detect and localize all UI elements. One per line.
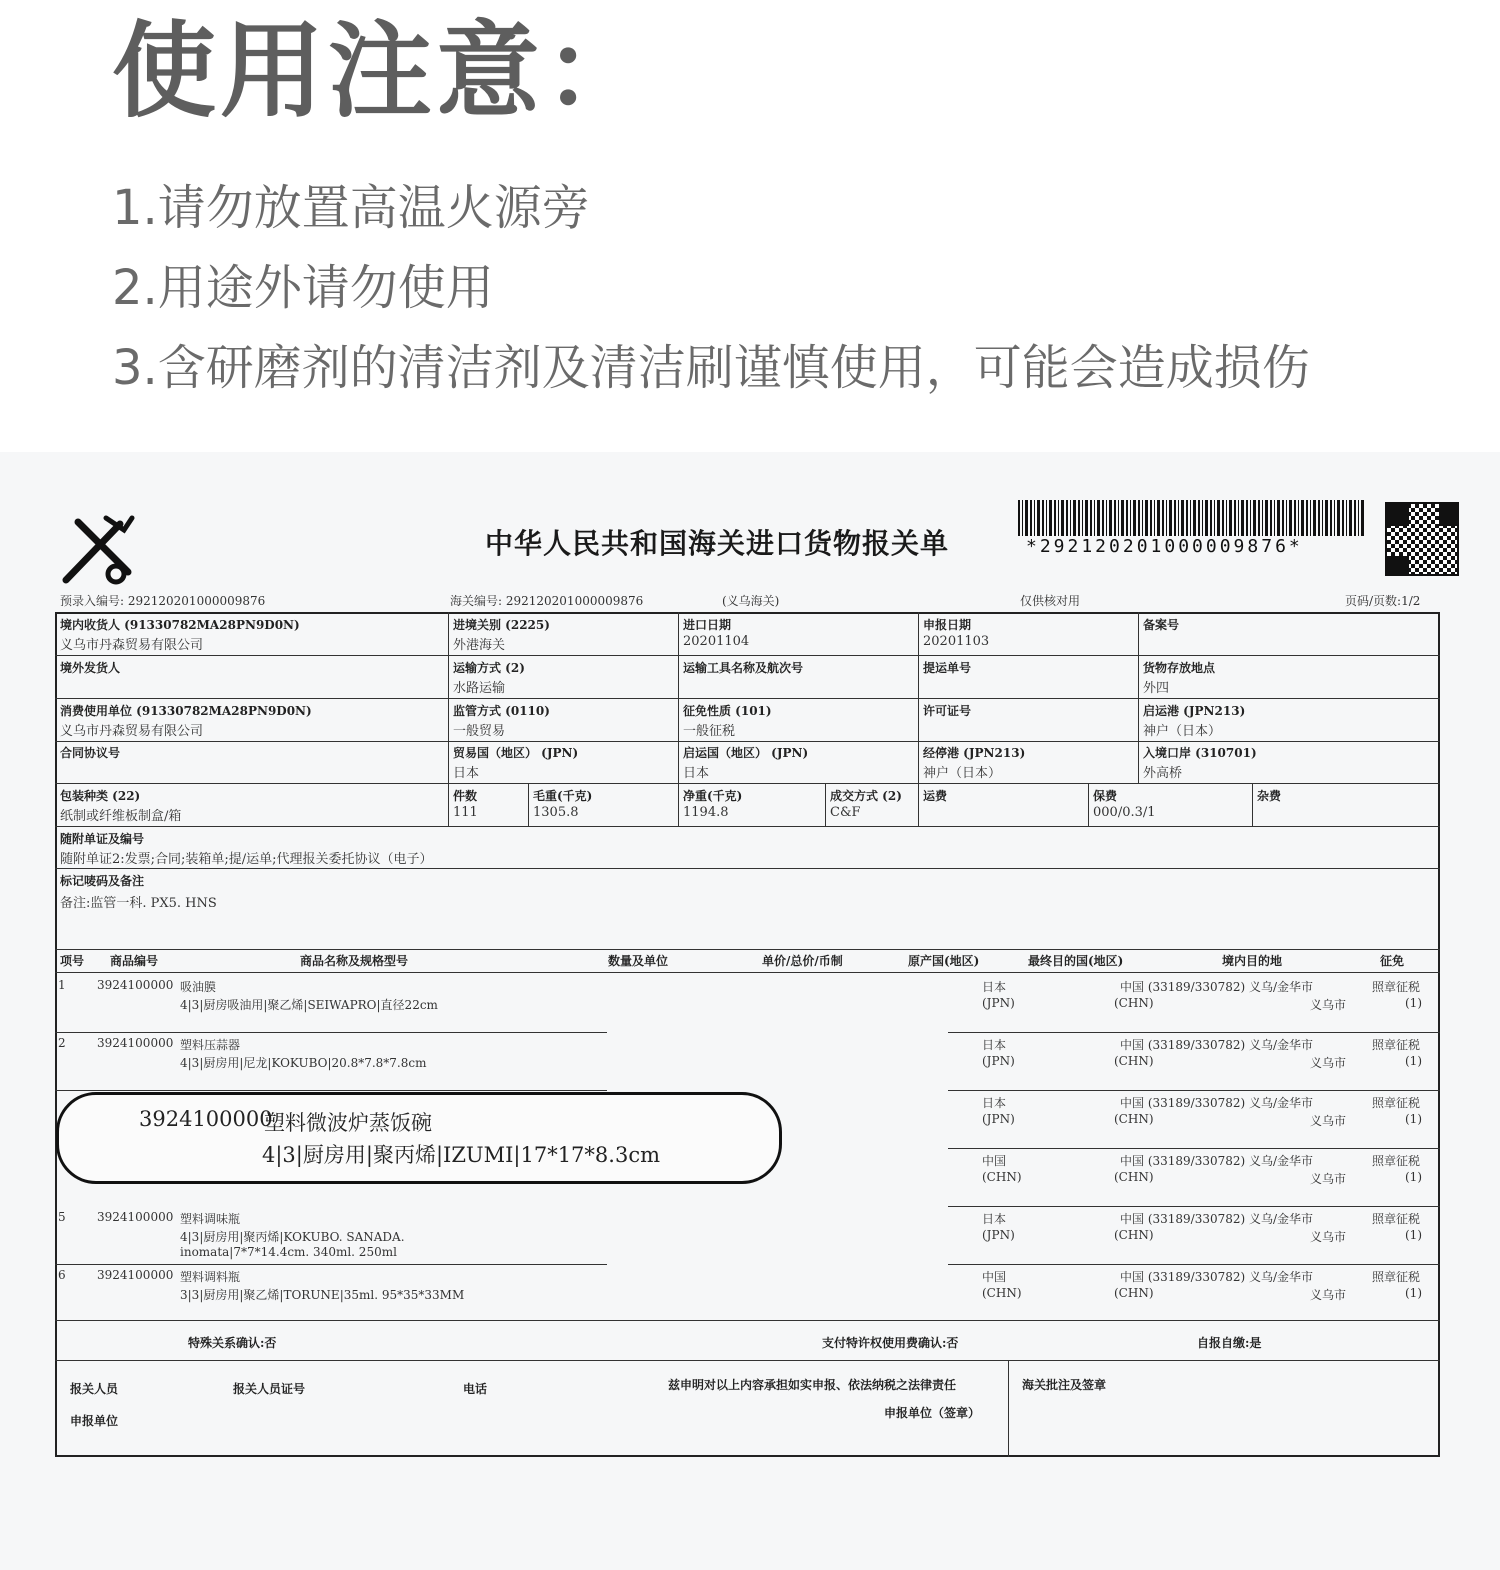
declare-date-value: 20201103 xyxy=(923,634,990,649)
item-levy: 照章征税 xyxy=(1372,1096,1421,1110)
declaration-title: 中华人民共和国海关进口货物报关单 xyxy=(485,527,950,560)
consumer-label: 消费使用单位 (91330782MA28PN9D0N) xyxy=(60,704,312,718)
item-origin: 中国 xyxy=(982,1154,1007,1168)
item-levy: 照章征税 xyxy=(1372,1038,1421,1052)
item-origin: 日本 xyxy=(982,1096,1007,1110)
verify-note: 仅供核对用 xyxy=(1020,594,1081,608)
item-origin-code: (CHN) xyxy=(982,1170,1022,1184)
declarer: 报关人员 xyxy=(70,1382,119,1396)
trade-country-value: 日本 xyxy=(453,766,480,781)
consignee-value: 义乌市丹森贸易有限公司 xyxy=(60,638,204,653)
item-levy: 照章征税 xyxy=(1372,1212,1421,1226)
item-origin: 中国 xyxy=(982,1270,1007,1284)
item-origin-code: (JPN) xyxy=(982,1054,1015,1068)
customs-emblem-icon xyxy=(58,510,138,590)
record-no-label: 备案号 xyxy=(1143,618,1180,632)
item-origin-code: (JPN) xyxy=(982,1228,1015,1242)
item-destination-code: (CHN) xyxy=(1114,1286,1154,1300)
item-code: 3924100000 xyxy=(97,978,174,992)
special-relation: 特殊关系确认:否 xyxy=(188,1336,277,1350)
package-label: 包装种类 (22) xyxy=(60,789,141,803)
item-levy: 照章征税 xyxy=(1372,980,1421,994)
departure-port-value: 神户（日本） xyxy=(1143,724,1222,739)
notice-item: 2.用途外请勿使用 xyxy=(112,260,494,316)
item-destination: 中国 (33189/330782) 义乌/金华市 xyxy=(1120,1154,1314,1168)
highlight-callout xyxy=(56,1092,782,1184)
bill-label: 提运单号 xyxy=(923,661,972,675)
item-spec: 3|3|厨房用|聚乙烯|TORUNE|35ml. 95*35*33MM xyxy=(180,1288,465,1302)
net-weight-value: 1194.8 xyxy=(683,805,729,820)
customs-declaration-document xyxy=(0,452,1500,1570)
item-destination: 中国 (33189/330782) 义乌/金华市 xyxy=(1120,1038,1314,1052)
deal-method-value: C&F xyxy=(830,805,861,820)
insurance-label: 保费 xyxy=(1093,789,1118,803)
customs-number: 海关编号: 292120201000009876 xyxy=(450,594,644,608)
col-quantity: 数量及单位 xyxy=(608,954,669,968)
item-name: 塑料压蒜器 xyxy=(180,1038,241,1052)
consumer-value: 义乌市丹森贸易有限公司 xyxy=(60,724,204,739)
col-name-spec: 商品名称及规格型号 xyxy=(300,954,409,968)
item-no: 1 xyxy=(58,978,66,992)
notice-title: 使用注意： xyxy=(112,10,653,132)
col-origin: 原产国(地区) xyxy=(908,954,980,968)
item-destination: 中国 (33189/330782) 义乌/金华市 xyxy=(1120,980,1314,994)
item-origin-code: (JPN) xyxy=(982,1112,1015,1126)
entry-customs-label: 进境关别 (2225) xyxy=(453,618,550,632)
item-no: 2 xyxy=(58,1036,66,1050)
item-origin: 日本 xyxy=(982,1038,1007,1052)
gross-weight-value: 1305.8 xyxy=(533,805,579,820)
item-levy-code: (1) xyxy=(1405,1170,1422,1184)
item-spec: 4|3|厨房吸油用|聚乙烯|SEIWAPRO|直径22cm xyxy=(180,998,438,1012)
levy-label: 征免性质 (101) xyxy=(683,704,772,718)
gross-weight-label: 毛重(千克) xyxy=(533,789,593,803)
item-destination-code: (CHN) xyxy=(1114,1112,1154,1126)
item-district: 义乌市 xyxy=(1310,1230,1347,1244)
docs-value: 随附单证2:发票;合同;装箱单;提/运单;代理报关委托协议（电子） xyxy=(60,852,433,867)
departure-port-label: 启运港 (JPN213) xyxy=(1143,704,1246,718)
item-destination-code: (CHN) xyxy=(1114,1170,1154,1184)
pieces-value: 111 xyxy=(453,805,478,820)
col-item-no: 项号 xyxy=(60,954,85,968)
package-value: 纸制或纤维板制盒/箱 xyxy=(60,809,182,824)
entry-port-value: 外高桥 xyxy=(1143,766,1183,781)
item-levy-code: (1) xyxy=(1405,1286,1422,1300)
item-levy-code: (1) xyxy=(1405,1112,1422,1126)
entry-customs-value: 外港海关 xyxy=(453,638,506,653)
col-code: 商品编号 xyxy=(110,954,159,968)
callout-code: 3924100000 xyxy=(139,1107,273,1131)
misc-fee-label: 杂费 xyxy=(1257,789,1282,803)
trade-country-label: 贸易国（地区） (JPN) xyxy=(453,746,579,760)
item-district: 义乌市 xyxy=(1310,1288,1347,1302)
customs-office: (义乌海关) xyxy=(722,594,780,608)
entry-port-label: 入境口岸 (310701) xyxy=(1143,746,1257,760)
insurance-value: 000/0.3/1 xyxy=(1093,805,1156,820)
legal-statement: 兹申明对以上内容承担如实申报、依法纳税之法律责任 xyxy=(668,1378,957,1392)
origin-country-label: 启运国（地区） (JPN) xyxy=(683,746,809,760)
item-spec: 4|3|厨房用|尼龙|KOKUBO|20.8*7.8*7.8cm xyxy=(180,1056,427,1070)
item-origin-code: (JPN) xyxy=(982,996,1015,1010)
transit-port-value: 神户（日本） xyxy=(923,766,1002,781)
item-district: 义乌市 xyxy=(1310,1056,1347,1070)
col-price: 单价/总价/币制 xyxy=(762,954,843,968)
item-name: 塑料调味瓶 xyxy=(180,1212,241,1226)
declaration-grid xyxy=(55,612,1440,1457)
declare-unit-seal: 申报单位（签章） xyxy=(884,1406,981,1420)
transport-value: 水路运输 xyxy=(453,681,506,696)
declare-date-label: 申报日期 xyxy=(923,618,972,632)
item-origin: 日本 xyxy=(982,980,1007,994)
supervision-value: 一般贸易 xyxy=(453,724,506,739)
declare-unit: 申报单位 xyxy=(70,1414,119,1428)
barcode xyxy=(1018,500,1364,536)
item-no: 6 xyxy=(58,1268,66,1282)
self-pay: 自报自缴:是 xyxy=(1197,1336,1262,1350)
item-destination: 中国 (33189/330782) 义乌/金华市 xyxy=(1120,1212,1314,1226)
item-destination-code: (CHN) xyxy=(1114,1054,1154,1068)
barcode-number: *29212020100000​9876* xyxy=(1026,536,1303,557)
item-levy: 照章征税 xyxy=(1372,1270,1421,1284)
notice-item: 3.含研磨剂的清洁剂及清洁刷谨慎使用，可能会造成损伤 xyxy=(112,340,1310,396)
consignee-label: 境内收货人 (91330782MA28PN9D0N) xyxy=(60,618,300,632)
col-district: 境内目的地 xyxy=(1222,954,1283,968)
storage-value: 外四 xyxy=(1143,681,1170,696)
notice-item: 1.请勿放置高温火源旁 xyxy=(112,180,590,236)
item-district: 义乌市 xyxy=(1310,1172,1347,1186)
item-district: 义乌市 xyxy=(1310,1114,1347,1128)
item-levy-code: (1) xyxy=(1405,1054,1422,1068)
item-destination: 中国 (33189/330782) 义乌/金华市 xyxy=(1120,1096,1314,1110)
qr-code-icon xyxy=(1385,502,1459,576)
pre-entry-number: 预录入编号: 292120201000009876 xyxy=(60,594,266,608)
phone: 电话 xyxy=(463,1382,488,1396)
page-info: 页码/页数:1/2 xyxy=(1345,594,1421,608)
item-spec-continued: inomata|7*7*14.4cm. 340ml. 250ml xyxy=(180,1245,397,1259)
customs-approval: 海关批注及签章 xyxy=(1022,1378,1107,1392)
consignor-label: 境外发货人 xyxy=(60,661,121,675)
transit-port-label: 经停港 (JPN213) xyxy=(923,746,1026,760)
transport-label: 运输方式 (2) xyxy=(453,661,525,675)
marks-value: 备注:监管一科. PX5. HNS xyxy=(60,896,217,911)
item-destination-code: (CHN) xyxy=(1114,996,1154,1010)
levy-value: 一般征税 xyxy=(683,724,736,739)
notice-list xyxy=(112,168,1310,408)
item-code: 3924100000 xyxy=(97,1268,174,1282)
deal-method-label: 成交方式 (2) xyxy=(830,789,902,803)
item-origin-code: (CHN) xyxy=(982,1286,1022,1300)
docs-label: 随附单证及编号 xyxy=(60,832,145,846)
item-destination-code: (CHN) xyxy=(1114,1228,1154,1242)
item-name: 塑料调料瓶 xyxy=(180,1270,241,1284)
callout-name: 塑料微波炉蒸饭碗 xyxy=(264,1111,432,1135)
import-date-label: 进口日期 xyxy=(683,618,732,632)
col-destination: 最终目的国(地区) xyxy=(1028,954,1124,968)
royalty-confirmation: 支付特许权使用费确认:否 xyxy=(822,1336,959,1350)
supervision-label: 监管方式 (0110) xyxy=(453,704,550,718)
license-label: 许可证号 xyxy=(923,704,972,718)
import-date-value: 20201104 xyxy=(683,634,750,649)
item-levy-code: (1) xyxy=(1405,1228,1422,1242)
net-weight-label: 净重(千克) xyxy=(683,789,743,803)
item-levy: 照章征税 xyxy=(1372,1154,1421,1168)
storage-label: 货物存放地点 xyxy=(1143,661,1216,675)
col-levy: 征免 xyxy=(1380,954,1405,968)
contract-label: 合同协议号 xyxy=(60,746,121,760)
item-destination: 中国 (33189/330782) 义乌/金华市 xyxy=(1120,1270,1314,1284)
vessel-label: 运输工具名称及航次号 xyxy=(683,661,804,675)
item-origin: 日本 xyxy=(982,1212,1007,1226)
callout-spec: 4|3|厨房用|聚丙烯|IZUMI|17*17*8.3cm xyxy=(262,1143,660,1167)
declarer-id: 报关人员证号 xyxy=(233,1382,306,1396)
item-code: 3924100000 xyxy=(97,1210,174,1224)
freight-label: 运费 xyxy=(923,789,948,803)
item-district: 义乌市 xyxy=(1310,998,1347,1012)
origin-country-value: 日本 xyxy=(683,766,710,781)
marks-label: 标记唛码及备注 xyxy=(60,874,145,888)
item-spec: 4|3|厨房用|聚丙烯|KOKUBO. SANADA. xyxy=(180,1230,405,1244)
item-code: 3924100000 xyxy=(97,1036,174,1050)
item-no: 5 xyxy=(58,1210,66,1224)
pieces-label: 件数 xyxy=(453,789,478,803)
item-name: 吸油膜 xyxy=(180,980,217,994)
item-levy-code: (1) xyxy=(1405,996,1422,1010)
